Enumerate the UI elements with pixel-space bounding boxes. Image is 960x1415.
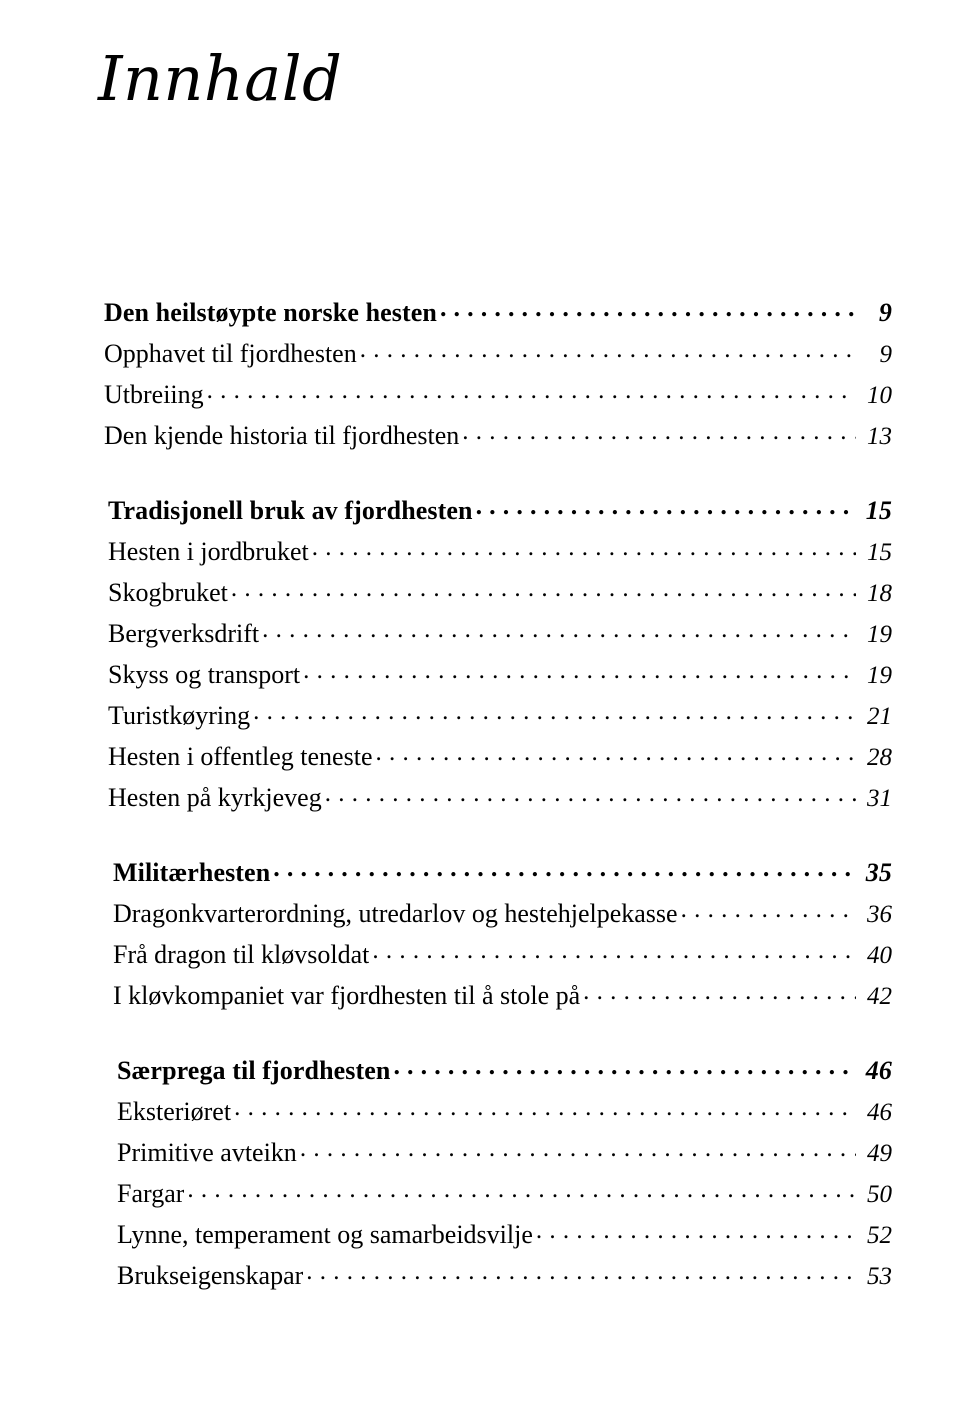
dot-leader bbox=[476, 493, 856, 519]
dot-leader bbox=[375, 739, 856, 765]
toc-entry[interactable] bbox=[117, 1173, 892, 1214]
toc-entry-label: I kløvkompaniet var fjordhesten til å stole på bbox=[113, 981, 581, 1010]
toc-entry[interactable] bbox=[108, 613, 892, 654]
toc-entry-label: Opphavet til fjordhesten bbox=[104, 339, 357, 368]
toc-section-heading-page-number: 15 bbox=[865, 496, 892, 525]
toc-entry[interactable] bbox=[108, 736, 892, 777]
toc-entry-page-number: 53 bbox=[867, 1263, 892, 1290]
toc-section-heading-label: Særprega til fjordhesten bbox=[117, 1056, 391, 1085]
toc-section-heading-label: Militærhesten bbox=[113, 858, 271, 887]
toc-entry-page-number: 19 bbox=[867, 662, 892, 689]
toc-entry-label: Frå dragon til kløvsoldat bbox=[113, 940, 370, 969]
dot-leader bbox=[234, 1094, 856, 1120]
toc-entry-label: Hesten i offentleg teneste bbox=[108, 742, 373, 771]
toc-entry-page-number: 19 bbox=[867, 621, 892, 648]
toc-entry-label: Primitive avteikn bbox=[117, 1138, 297, 1167]
toc-entry-page-number: 10 bbox=[867, 382, 892, 409]
toc-entry-label: Hesten i jordbruket bbox=[108, 537, 309, 566]
dot-leader bbox=[262, 616, 856, 642]
toc-section-heading[interactable] bbox=[113, 852, 892, 893]
toc-entry-page-number: 42 bbox=[867, 983, 892, 1010]
dot-leader bbox=[303, 657, 856, 683]
toc-entry-label: Hesten på kyrkjeveg bbox=[108, 783, 322, 812]
toc-entry[interactable] bbox=[108, 531, 892, 572]
toc-entry-page-number: 15 bbox=[867, 539, 892, 566]
toc-entry[interactable] bbox=[108, 572, 892, 613]
dot-leader bbox=[231, 575, 856, 601]
toc-section bbox=[113, 852, 892, 1016]
dot-leader bbox=[681, 896, 856, 922]
toc-entry[interactable] bbox=[113, 934, 892, 975]
toc-entry-page-number: 18 bbox=[867, 580, 892, 607]
toc-section-heading[interactable] bbox=[104, 292, 892, 333]
toc-section-heading-label: Tradisjonell bruk av fjordhesten bbox=[108, 496, 473, 525]
toc-entry[interactable] bbox=[108, 777, 892, 818]
toc-entry[interactable] bbox=[117, 1091, 892, 1132]
toc-entry[interactable] bbox=[113, 893, 892, 934]
toc-section bbox=[104, 292, 892, 456]
dot-leader bbox=[536, 1217, 856, 1243]
toc-entry-label: Brukseigenskapar bbox=[117, 1261, 304, 1290]
toc-entry[interactable] bbox=[108, 654, 892, 695]
toc-entry[interactable] bbox=[108, 695, 892, 736]
dot-leader bbox=[360, 336, 856, 362]
dot-leader bbox=[300, 1135, 856, 1161]
toc-entry-label: Dragonkvarterordning, utredarlov og hestehjelpekasse bbox=[113, 899, 678, 928]
toc-entry[interactable] bbox=[113, 975, 892, 1016]
toc-section-heading-page-number: 46 bbox=[865, 1056, 892, 1085]
toc-entry[interactable] bbox=[104, 415, 892, 456]
dot-leader bbox=[253, 698, 856, 724]
dot-leader bbox=[187, 1176, 856, 1202]
dot-leader bbox=[312, 534, 856, 560]
toc-entry-page-number: 21 bbox=[867, 703, 892, 730]
toc-entry-page-number: 31 bbox=[867, 785, 892, 812]
toc-entry[interactable] bbox=[117, 1255, 892, 1296]
toc-entry-page-number: 13 bbox=[867, 423, 892, 450]
dot-leader bbox=[462, 418, 856, 444]
toc-entry-page-number: 28 bbox=[867, 744, 892, 771]
toc-section bbox=[108, 490, 892, 818]
dot-leader bbox=[583, 978, 856, 1004]
toc-entry[interactable] bbox=[117, 1214, 892, 1255]
toc-section-heading-page-number: 9 bbox=[878, 298, 892, 327]
toc-section-heading-page-number: 35 bbox=[865, 858, 892, 887]
toc-entry-page-number: 49 bbox=[867, 1140, 892, 1167]
toc-section-heading-label: Den heilstøypte norske hesten bbox=[104, 298, 437, 327]
toc-entry-label: Eksteriøret bbox=[117, 1097, 232, 1126]
toc-entry[interactable] bbox=[117, 1132, 892, 1173]
toc-entry-label: Den kjende historia til fjordhesten bbox=[104, 421, 460, 450]
dot-leader bbox=[273, 855, 856, 881]
toc-entry-label: Utbreiing bbox=[104, 380, 204, 409]
toc-entry-label: Fargar bbox=[117, 1179, 185, 1208]
toc-entry-page-number: 36 bbox=[867, 901, 892, 928]
dot-leader bbox=[325, 780, 856, 806]
toc-section-heading[interactable] bbox=[108, 490, 892, 531]
toc-entry-page-number: 40 bbox=[867, 942, 892, 969]
toc-entry-label: Turistkøyring bbox=[108, 701, 251, 730]
dot-leader bbox=[207, 377, 856, 403]
dot-leader bbox=[372, 937, 856, 963]
toc-entry[interactable] bbox=[104, 374, 892, 415]
toc-entry-label: Bergverksdrift bbox=[108, 619, 260, 648]
dot-leader bbox=[306, 1258, 856, 1284]
table-of-contents bbox=[104, 292, 892, 1296]
toc-entry[interactable] bbox=[104, 333, 892, 374]
toc-entry-page-number: 52 bbox=[867, 1222, 892, 1249]
toc-entry-label: Lynne, temperament og samarbeidsvilje bbox=[117, 1220, 533, 1249]
toc-entry-page-number: 46 bbox=[867, 1099, 892, 1126]
dot-leader bbox=[393, 1053, 856, 1079]
toc-entry-label: Skogbruket bbox=[108, 578, 228, 607]
page-title: Innhald bbox=[98, 42, 343, 115]
toc-entry-page-number: 50 bbox=[867, 1181, 892, 1208]
toc-entry-page-number: 9 bbox=[879, 341, 892, 368]
toc-section bbox=[117, 1050, 892, 1296]
toc-entry-label: Skyss og transport bbox=[108, 660, 301, 689]
dot-leader bbox=[440, 295, 856, 321]
toc-section-heading[interactable] bbox=[117, 1050, 892, 1091]
